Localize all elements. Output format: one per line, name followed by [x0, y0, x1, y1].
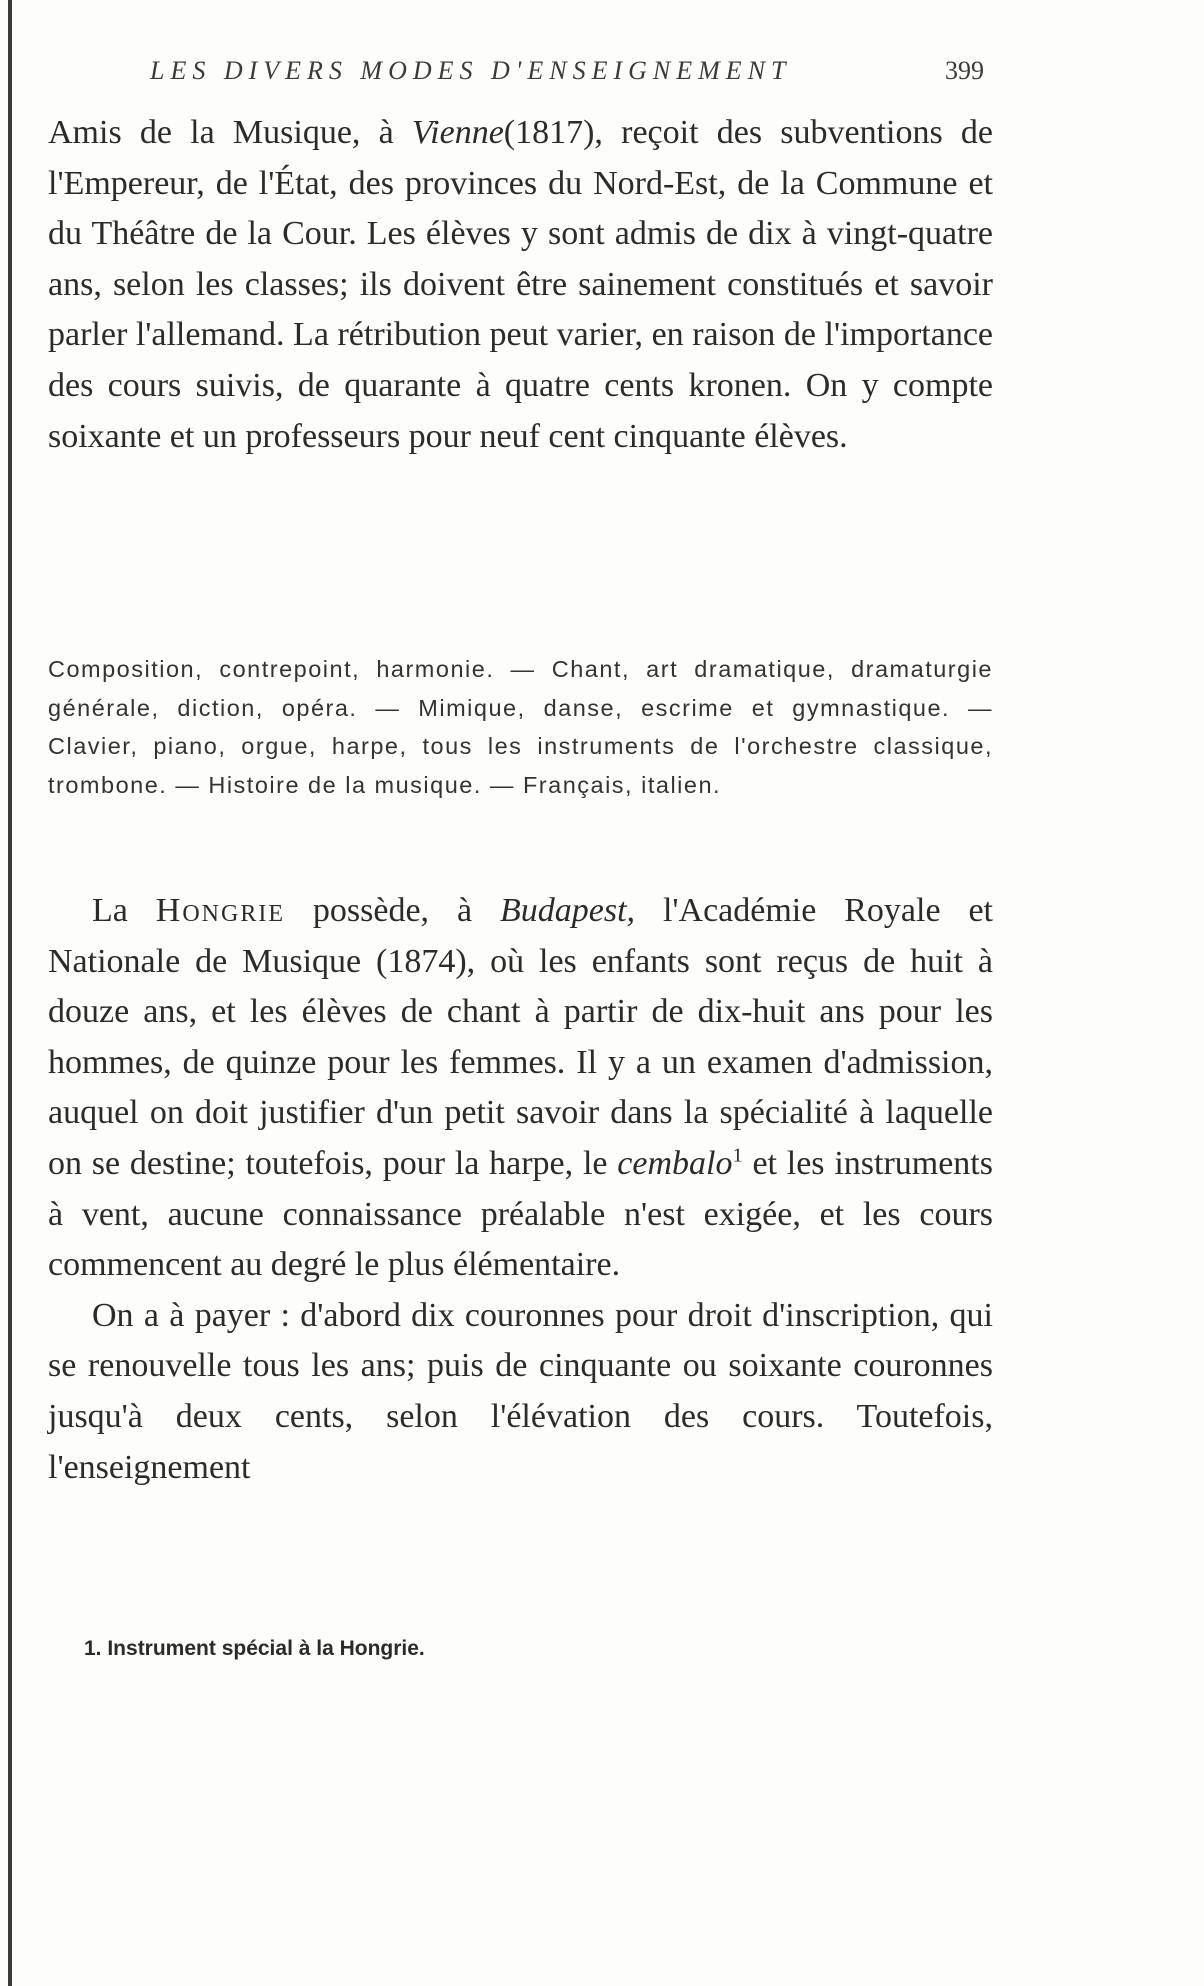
vienna-paragraph: [48, 108, 993, 462]
footnote: 1. Instrument spécial à la Hongrie.: [84, 1637, 425, 1660]
hungary-paragraph-start: La: [92, 892, 156, 929]
fees-paragraph: On a à payer : d'abord dix couronnes pour droit d'inscription, qui se renouvelle tous les ans; puis de cinquante ou soixante couronnes jusqu'à deux cents, selon l'élévation des cours. Toutefois, l'enseignement: [48, 1296, 993, 1486]
instrument-cembalo: cembalo: [617, 1144, 733, 1182]
country-hongrie: Hongrie: [155, 892, 285, 929]
hungary-paragraph-block: [48, 886, 993, 1493]
footnote-reference: 1: [732, 1144, 743, 1167]
page-number: 399: [945, 56, 984, 85]
vienna-paragraph-rest: (1817), reçoit des subventions de l'Empereur, de l'État, des provinces du Nord-Est, de la Commune et du Théâtre de la Cour. Les élèves y sont admis de dix à vingt-quatre ans, selon les classes; ils doivent être sainement constitués et savoir parler l'allemand. La rétribution peut varier, en raison de l'importance des cours suivis, de quarante à quatre cents kronen. On y compte soixante et un professeurs pour neuf cent cinquante élèves.: [48, 114, 993, 455]
course-list-block: [48, 650, 993, 804]
hungary-paragraph-possede: possède, à: [285, 892, 500, 929]
course-list: Composition, contrepoint, harmonie. — Chant, art dramatique, dramaturgie générale, diction, opéra. — Mimique, danse, escrime et gymnastique. — Clavier, piano, orgue, harpe, tous les instruments de l'orchestre classique, trombone. — Histoire de la musique. — Français, italien.: [48, 656, 993, 798]
hungary-paragraph: [48, 886, 993, 1291]
hungary-paragraph-body: l'Académie Royale et Nationale de Musique (1874), où les enfants sont reçus de huit à douze ans, et les élèves de chant à partir de dix-huit ans pour les hommes, de quinze pour les femmes. Il y a un examen d'admission, auquel on doit justifier d'un petit savoir dans la spécialité à laquelle on se destine; toutefois, pour la harpe, le: [48, 892, 993, 1182]
city-budapest: Budapest,: [499, 892, 636, 929]
hungary-paragraph-end: et les instruments à vent, aucune connaissance préalable n'est exigée, et les cours commencent au degré le plus élémentaire.: [48, 1144, 993, 1284]
vienna-paragraph-start: Amis de la Musique, à: [48, 114, 412, 151]
city-vienne: Vienne: [411, 114, 504, 151]
running-head: LES DIVERS MODES D'ENSEIGNEMENT: [150, 56, 792, 85]
vienna-paragraph-block: [48, 108, 993, 462]
